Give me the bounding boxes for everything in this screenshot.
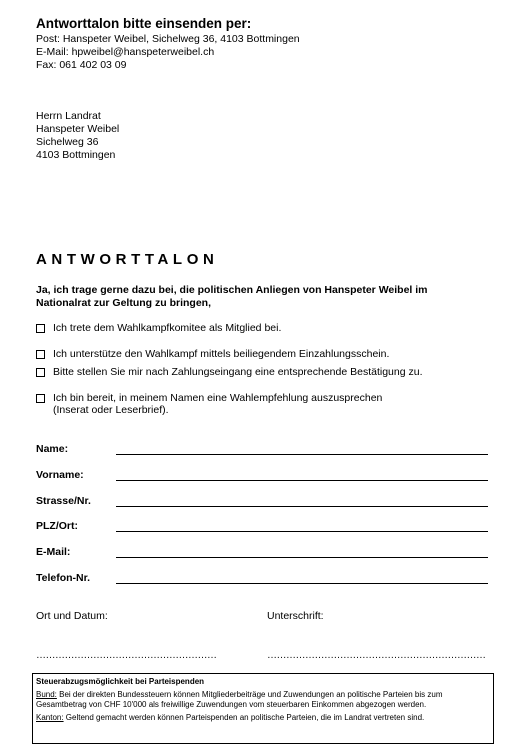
checkbox-confirmation[interactable] (36, 368, 45, 377)
tax-kanton-label: Kanton: (36, 713, 64, 722)
option-recommendation-line2: (Inserat oder Leserbrief). (53, 404, 169, 416)
checkbox-recommendation[interactable] (36, 394, 45, 403)
tax-info-box (32, 673, 494, 744)
option-recommendation-line1: Ich bin bereit, in meinem Namen eine Wahlempfehlung auszusprechen (53, 392, 383, 404)
form-intro: Ja, ich trage gerne dazu bei, die politischen Anliegen von Hanspeter Weibel im Nationalrat zur Geltung zu bringen, (36, 284, 428, 309)
tax-bund-label: Bund: (36, 690, 57, 699)
option-committee-label: Ich trete dem Wahlkampfkomitee als Mitglied bei. (53, 322, 282, 334)
checkbox-support[interactable] (36, 350, 45, 359)
option-support-label: Ich unterstütze den Wahlkampf mittels beiliegendem Einzahlungsschein. (53, 348, 390, 360)
signature-input[interactable]: …………………………………………………………… (267, 650, 486, 661)
address-name: Hanspeter Weibel (36, 123, 120, 135)
option-confirmation[interactable] (36, 366, 423, 378)
sender-fax: Fax: 061 402 03 09 (36, 59, 127, 71)
option-recommendation[interactable] (36, 392, 382, 416)
tax-bund (36, 690, 490, 709)
option-committee[interactable] (36, 322, 281, 334)
signature-label: Unterschrift: (267, 610, 324, 622)
field-input-plz[interactable] (116, 531, 488, 532)
form-title: ANTWORTTALON (36, 251, 219, 268)
option-confirmation-label: Bitte stellen Sie mir nach Zahlungseingang eine entsprechende Bestätigung zu. (53, 366, 423, 378)
field-input-email[interactable] (116, 557, 488, 558)
address-street: Sichelweg 36 (36, 136, 99, 148)
field-label-email: E-Mail: (36, 546, 71, 558)
field-label-plz: PLZ/Ort: (36, 520, 78, 532)
field-input-vorname[interactable] (116, 480, 488, 481)
sender-post: Post: Hanspeter Weibel, Sichelweg 36, 4103 Bottmingen (36, 33, 300, 45)
field-label-name: Name: (36, 443, 69, 455)
option-support[interactable] (36, 348, 389, 360)
tax-bund-text: Bei der direkten Bundessteuern können Mitgliederbeiträge und Zuwendungen an politische Parteien bis zum Gesamtbetrag von CHF 10'000 als freiwillige Zuwendungen vom steuerbaren Einkommen abgezogen werden. (36, 690, 443, 709)
field-input-name[interactable] (116, 454, 488, 455)
tax-kanton-text: Geltend gemacht werden können Parteispenden an politische Parteien, die im Landrat vertreten sind. (63, 713, 425, 722)
field-input-telefon[interactable] (116, 583, 488, 584)
sender-email: E-Mail: hpweibel@hanspeterweibel.ch (36, 46, 215, 58)
place-date-label: Ort und Datum: (36, 610, 108, 622)
field-label-vorname: Vorname: (36, 469, 84, 481)
option-recommendation-label (53, 392, 382, 416)
address-city: 4103 Bottmingen (36, 149, 116, 161)
field-label-strasse: Strasse/Nr. (36, 495, 91, 507)
tax-title: Steuerabzugsmöglichkeit bei Parteispenden (36, 677, 205, 686)
address-salutation: Herrn Landrat (36, 110, 101, 122)
tax-kanton (36, 713, 490, 723)
field-label-telefon: Telefon-Nr. (36, 572, 91, 584)
place-date-input[interactable]: ………………………………………………… (36, 650, 217, 661)
checkbox-committee[interactable] (36, 324, 45, 333)
sender-title: Antworttalon bitte einsenden per: (36, 16, 252, 31)
field-input-strasse[interactable] (116, 506, 488, 507)
